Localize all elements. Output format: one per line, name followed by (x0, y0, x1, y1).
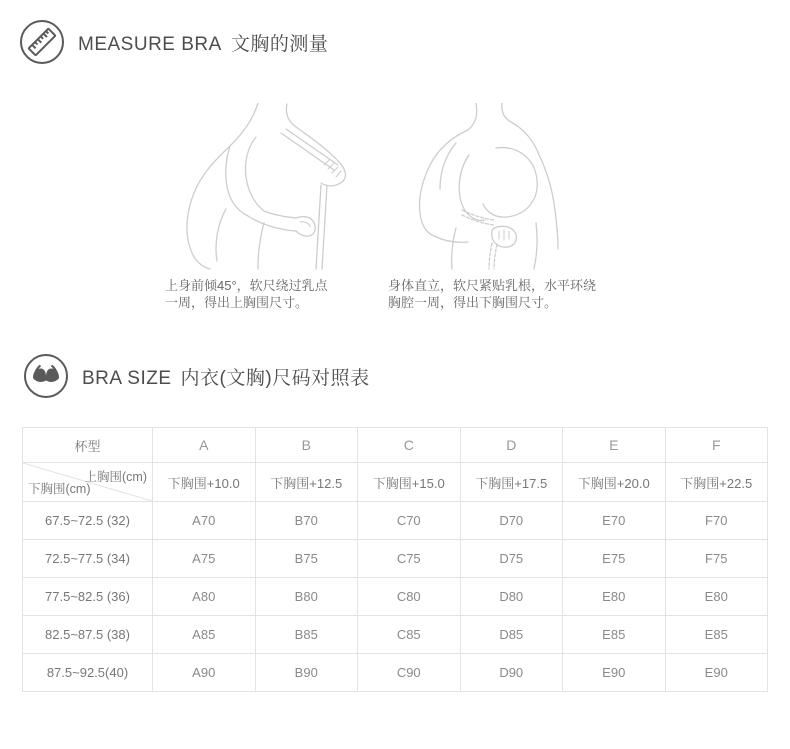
upper-bust-caption-line1: 上身前倾45°，软尺绕过乳点 (165, 278, 328, 293)
formula-cell: 下胸围+17.5 (460, 463, 563, 502)
size-row-80 (23, 578, 768, 616)
size-cell: E90 (563, 654, 666, 692)
formula-cell: 下胸围+15.0 (358, 463, 461, 502)
cup-column-b: B (255, 428, 358, 463)
size-cell: D75 (460, 540, 563, 578)
measure-section-title (78, 29, 328, 56)
size-row-85 (23, 616, 768, 654)
size-cell: A75 (153, 540, 256, 578)
size-cell: C75 (358, 540, 461, 578)
size-cell: B75 (255, 540, 358, 578)
under-bust-caption-line2: 胸腔一周，得出下胸围尺寸。 (388, 295, 558, 310)
size-cell: B90 (255, 654, 358, 692)
size-cell: E80 (563, 578, 666, 616)
size-cell: B80 (255, 578, 358, 616)
size-cell: D90 (460, 654, 563, 692)
ruler-icon (20, 20, 64, 64)
measure-title-zh: 文胸的测量 (230, 33, 329, 55)
upper-bust-axis-label: 上胸围(cm) (84, 470, 147, 484)
size-section-header (24, 354, 370, 398)
under-bust-caption-line1: 身体直立，软尺紧贴乳根，水平环绕 (388, 278, 597, 293)
upper-bust-measure-illustration (168, 103, 373, 270)
cup-column-d: D (460, 428, 563, 463)
under-bust-axis-label: 下胸围(cm) (28, 482, 91, 496)
upper-bust-caption-line2: 一周，得出上胸围尺寸。 (165, 295, 309, 310)
size-cell: E90 (665, 654, 768, 692)
cup-column-e: E (563, 428, 666, 463)
size-cell: E80 (665, 578, 768, 616)
size-cell: A80 (153, 578, 256, 616)
cup-type-header: 杯型 (23, 428, 153, 463)
size-title-en: BRA SIZE (82, 367, 172, 389)
size-title-zh: 内衣(文胸)尺码对照表 (180, 367, 370, 389)
band-range-cell: 72.5~77.5 (34) (23, 540, 153, 578)
size-chart-table (22, 427, 768, 692)
band-range-cell: 82.5~87.5 (38) (23, 616, 153, 654)
size-cell: C85 (358, 616, 461, 654)
size-cell: E75 (563, 540, 666, 578)
size-cell: C80 (358, 578, 461, 616)
size-cell: A85 (153, 616, 256, 654)
measure-title-en: MEASURE BRA (78, 33, 222, 55)
measure-section-header (20, 20, 328, 64)
formula-cell: 下胸围+12.5 (255, 463, 358, 502)
size-cell: C90 (358, 654, 461, 692)
size-cell: F70 (665, 502, 768, 540)
formula-cell: 下胸围+22.5 (665, 463, 768, 502)
cup-column-c: C (358, 428, 461, 463)
upper-bust-caption (165, 277, 328, 311)
under-bust-measure-illustration (396, 103, 601, 270)
formula-row (23, 463, 768, 502)
size-row-75 (23, 540, 768, 578)
under-bust-caption (388, 277, 596, 311)
bra-icon (24, 354, 68, 398)
size-cell: E85 (563, 616, 666, 654)
formula-cell: 下胸围+20.0 (563, 463, 666, 502)
size-cell: E70 (563, 502, 666, 540)
size-cell: A70 (153, 502, 256, 540)
cup-header-row (23, 428, 768, 463)
band-range-cell: 77.5~82.5 (36) (23, 578, 153, 616)
cup-column-a: A (153, 428, 256, 463)
size-cell: D80 (460, 578, 563, 616)
diagonal-header-cell (23, 463, 153, 502)
size-cell: B70 (255, 502, 358, 540)
size-row-90 (23, 654, 768, 692)
size-cell: E85 (665, 616, 768, 654)
size-cell: D70 (460, 502, 563, 540)
size-cell: C70 (358, 502, 461, 540)
size-cell: F75 (665, 540, 768, 578)
band-range-cell: 67.5~72.5 (32) (23, 502, 153, 540)
formula-cell: 下胸围+10.0 (153, 463, 256, 502)
size-cell: D85 (460, 616, 563, 654)
size-section-title (82, 363, 370, 390)
cup-column-f: F (665, 428, 768, 463)
band-range-cell: 87.5~92.5(40) (23, 654, 153, 692)
size-cell: A90 (153, 654, 256, 692)
size-row-70 (23, 502, 768, 540)
size-cell: B85 (255, 616, 358, 654)
